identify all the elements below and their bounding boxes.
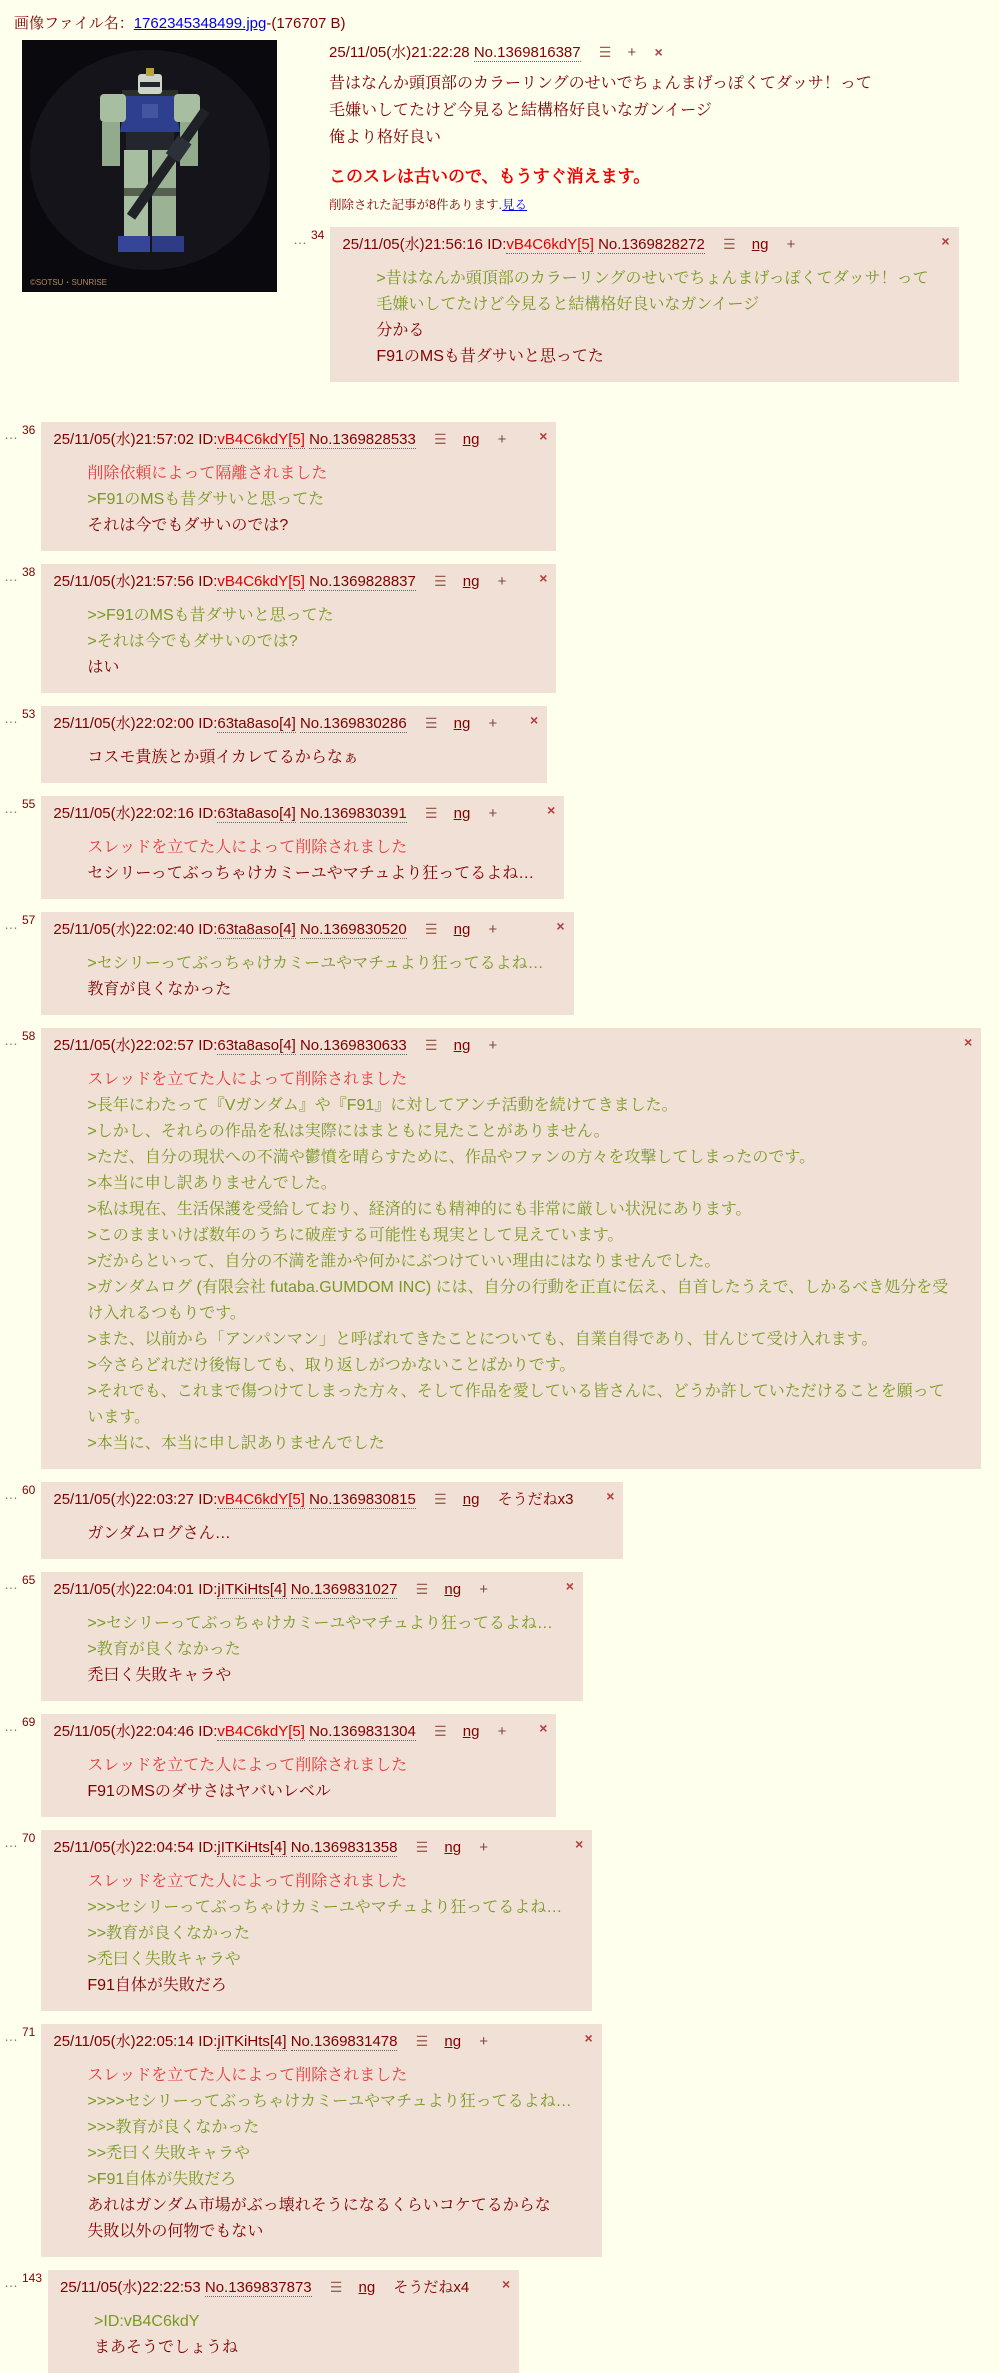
quote-line: >ID:vB4C6kdY xyxy=(94,2313,200,2330)
post-number-link[interactable]: No.1369831358 xyxy=(290,1839,398,1856)
text-line: 分かる xyxy=(376,322,425,339)
close-icon[interactable]: × xyxy=(606,1488,615,1504)
ng-button[interactable]: ng xyxy=(462,1491,480,1508)
reply-date: 25/11/05(水)22:05:14 xyxy=(53,2033,199,2050)
expand-plus-button[interactable]: + xyxy=(488,715,498,732)
reply-counter: 34 xyxy=(311,228,325,242)
text-line: 禿曰く失敗キャラや xyxy=(87,1667,232,1684)
reply-counter: 65 xyxy=(22,1573,36,1587)
ng-button[interactable]: ng xyxy=(444,1839,462,1856)
quote-line: >長年にわたって『Vガンダム』や『F91』に対してアンチ活動を続けてきました。 xyxy=(87,1097,678,1114)
quote-line: >F91のMSも昔ダサいと思ってた xyxy=(87,491,325,508)
ng-button[interactable]: ng xyxy=(453,1037,471,1054)
reply-box xyxy=(41,1572,583,1701)
reply-box xyxy=(330,227,958,382)
reply-body xyxy=(87,951,543,1003)
reply-body xyxy=(376,266,928,370)
reply-box xyxy=(48,2270,519,2373)
reply-post xyxy=(2,706,999,783)
reply-body xyxy=(94,2309,489,2361)
op-text-line: 毛嫌いしてたけど今見ると結構格好良いなガンイージ xyxy=(329,102,712,119)
reply-box xyxy=(41,1028,981,1469)
expand-plus-button[interactable]: + xyxy=(479,2033,489,2050)
reply-header xyxy=(53,2030,593,2051)
reply-box xyxy=(41,706,547,783)
quote-dots-button[interactable]: … xyxy=(4,1834,18,1850)
reply-post xyxy=(2,1028,999,1469)
ng-button[interactable]: ng xyxy=(453,805,471,822)
quote-line: >>教育が良くなかった xyxy=(87,1925,251,1942)
original-post xyxy=(0,37,999,382)
post-number-link[interactable]: No.1369830520 xyxy=(299,921,407,938)
ng-button[interactable]: ng xyxy=(462,573,480,590)
file-info-bar xyxy=(0,0,999,37)
menu-icon[interactable]: ☰ xyxy=(415,2033,429,2049)
op-text-line: 俺より格好良い xyxy=(329,129,442,146)
reply-post xyxy=(2,1572,999,1701)
reply-counter: 36 xyxy=(22,423,36,437)
reply-box xyxy=(41,796,564,899)
deleted-notice: スレッドを立てた人によって削除されました xyxy=(87,1873,408,1890)
close-icon[interactable]: × xyxy=(654,44,663,60)
ng-button[interactable]: ng xyxy=(444,1581,462,1598)
reply-counter: 53 xyxy=(22,707,36,721)
reply-post xyxy=(2,2270,999,2373)
ng-button[interactable]: ng xyxy=(444,2033,462,2050)
reply-box xyxy=(41,2024,601,2257)
close-icon[interactable]: × xyxy=(539,1720,548,1736)
close-icon[interactable]: × xyxy=(547,802,556,818)
reply-header xyxy=(53,802,556,823)
reply-post xyxy=(291,227,999,382)
text-line: ガンダムログさん… xyxy=(87,1525,231,1542)
menu-icon[interactable]: ☰ xyxy=(434,1723,447,1739)
reply-post xyxy=(2,1830,999,2011)
quote-line: >本当に申し訳ありませんでした。 xyxy=(87,1175,337,1192)
post-number-link[interactable]: No.1369828533 xyxy=(309,431,416,448)
quote-line: >>禿曰く失敗キャラや xyxy=(87,2145,251,2162)
quote-dots-button[interactable]: … xyxy=(4,1718,18,1734)
deleted-notice: スレッドを立てた人によって削除されました xyxy=(87,2067,408,2084)
quote-line: >本当に、本当に申し訳ありませんでした xyxy=(87,1435,385,1452)
text-line: コスモ貴族とか頭イカレてるからなぁ xyxy=(87,749,359,766)
image-copyright: ©SOTSU・SUNRISE xyxy=(30,278,108,287)
quote-line: >ただ、自分の現状への不満や鬱憤を晴らすために、作品やファンの方々を攻撃してしまったのです。 xyxy=(87,1149,816,1166)
close-icon[interactable]: × xyxy=(584,2030,593,2046)
file-label: 画像ファイル名： xyxy=(14,15,134,32)
reply-id: ID:63ta8aso[4] xyxy=(198,805,296,822)
op-post-number[interactable]: No.1369816387 xyxy=(473,44,581,61)
text-line: 失敗以外の何物でもない xyxy=(87,2223,264,2240)
reply-id: ID:vB4C6kdY[5] xyxy=(198,1723,305,1740)
expand-plus-button[interactable]: + xyxy=(488,921,498,938)
reply-post xyxy=(2,422,999,551)
text-line: F91自体が失敗だろ xyxy=(87,1977,227,1994)
reply-id: ID:jITKiHts[4] xyxy=(198,1839,287,1856)
post-number-link[interactable]: No.1369831478 xyxy=(290,2033,398,2050)
close-icon[interactable]: × xyxy=(565,1578,574,1594)
deleted-notice: スレッドを立てた人によって削除されました xyxy=(87,1071,408,1088)
reply-counter: 55 xyxy=(22,797,36,811)
reply-date: 25/11/05(水)22:02:57 xyxy=(53,1037,199,1054)
quote-dots-button[interactable]: … xyxy=(4,1576,18,1592)
op-date: 25/11/05(水)21:22:28 xyxy=(329,44,470,61)
post-number-link[interactable]: No.1369830286 xyxy=(299,715,407,732)
reply-date: 25/11/05(水)22:04:01 xyxy=(53,1581,199,1598)
reply-counter: 70 xyxy=(22,1831,36,1845)
thread-image-thumbnail[interactable] xyxy=(22,40,277,292)
reply-header xyxy=(60,2276,511,2297)
menu-icon[interactable]: ☰ xyxy=(424,715,438,731)
image-file-link[interactable]: 1762345348499.jpg xyxy=(133,15,267,32)
reply-body xyxy=(87,1611,553,1689)
reply-id: ID:vB4C6kdY[5] xyxy=(198,1491,305,1508)
reply-box xyxy=(41,1830,592,2011)
text-line: はい xyxy=(87,659,120,676)
post-number-link[interactable]: No.1369828272 xyxy=(598,236,705,253)
quote-line: >それは今でもダサいのでは? xyxy=(87,633,298,650)
quote-dots-button[interactable]: … xyxy=(293,231,307,247)
reply-header xyxy=(53,918,565,939)
reply-date: 25/11/05(水)22:04:54 xyxy=(53,1839,199,1856)
reply-box xyxy=(41,1714,556,1817)
reply-body xyxy=(87,835,534,887)
close-icon[interactable]: × xyxy=(539,570,548,586)
reply-counter: 57 xyxy=(22,913,36,927)
op-text xyxy=(329,70,999,151)
reply-header xyxy=(53,1578,574,1599)
deleted-posts-text: 削除された記事が8件あります. xyxy=(329,198,502,212)
reply-body xyxy=(87,461,526,539)
reply-counter: 60 xyxy=(22,1483,36,1497)
op-inline-replies xyxy=(291,227,999,382)
quote-line: >>>教育が良くなかった xyxy=(87,2119,260,2136)
close-icon[interactable]: × xyxy=(539,428,548,444)
reply-box xyxy=(41,422,556,551)
reply-body xyxy=(87,1753,526,1805)
post-number-link[interactable]: No.1369830815 xyxy=(309,1491,416,1508)
post-number-link[interactable]: No.1369828837 xyxy=(309,573,416,590)
menu-icon[interactable]: ☰ xyxy=(723,236,736,252)
quote-line: >しかし、それらの作品を私は実際にはまともに見たことがありません。 xyxy=(87,1123,610,1140)
quote-line: >ガンダムログ (有限会社 futaba.GUMDOM INC) には、自分の行動を正直に伝え、自首したうえで、しかるべき処分を受け入れるつもりです。 xyxy=(87,1279,949,1322)
reply-date: 25/11/05(水)22:02:00 xyxy=(53,715,199,732)
text-line: それは今でもダサいのでは? xyxy=(87,517,289,534)
reply-counter: 58 xyxy=(22,1029,36,1043)
reply-body xyxy=(87,745,517,771)
expand-plus-button[interactable]: + xyxy=(497,431,507,448)
reply-box xyxy=(41,1482,623,1559)
quote-dots-button[interactable]: … xyxy=(4,710,18,726)
reply-post xyxy=(2,912,999,1015)
reply-date: 25/11/05(水)22:02:40 xyxy=(53,921,199,938)
quote-line: >私は現在、生活保護を受給しており、経済的にも精神的にも非常に厳しい状況にあります。 xyxy=(87,1201,752,1218)
quote-line: >>>セシリーってぶっちゃけカミーユやマチュより狂ってるよね… xyxy=(87,1899,563,1916)
quote-line: >それでも、これまで傷つけてしまった方々、そして作品を愛している皆さんに、どうか許していただけることを願っています。 xyxy=(87,1383,945,1426)
reply-body xyxy=(87,2063,571,2245)
post-number-link[interactable]: No.1369831304 xyxy=(309,1723,416,1740)
text-line: F91のMSのダサさはヤバいレベル xyxy=(87,1783,331,1800)
reply-header xyxy=(53,1034,973,1055)
reply-header xyxy=(53,712,539,733)
quote-line: >>F91のMSも昔ダサいと思ってた xyxy=(87,607,334,624)
menu-icon[interactable]: ☰ xyxy=(415,1581,429,1597)
reply-post xyxy=(2,796,999,899)
menu-icon[interactable]: ☰ xyxy=(434,431,447,447)
reply-counter: 69 xyxy=(22,1715,36,1729)
reply-id: ID:vB4C6kdY[5] xyxy=(198,431,305,448)
quote-dots-button[interactable]: … xyxy=(4,426,18,442)
show-deleted-link[interactable]: 見る xyxy=(501,198,527,212)
ng-button[interactable]: ng xyxy=(462,1723,480,1740)
reply-post xyxy=(2,1482,999,1559)
reply-id: ID:vB4C6kdY[5] xyxy=(487,236,594,253)
menu-icon[interactable]: ☰ xyxy=(598,44,612,60)
reply-box xyxy=(41,912,573,1015)
ng-button[interactable]: ng xyxy=(358,2279,376,2296)
text-line: セシリーってぶっちゃけカミーユやマチュより狂ってるよね… xyxy=(87,865,535,882)
expand-plus-button[interactable]: + xyxy=(488,805,498,822)
quote-line: >今さらどれだけ後悔しても、取り返しがつかないことばかりです。 xyxy=(87,1357,576,1374)
reply-date: 25/11/05(水)21:57:02 xyxy=(53,431,199,448)
expand-plus-button[interactable]: + xyxy=(479,1839,489,1856)
reply-date: 25/11/05(水)22:02:16 xyxy=(53,805,199,822)
menu-icon[interactable]: ☰ xyxy=(415,1839,429,1855)
ng-button[interactable]: ng xyxy=(751,236,769,253)
reply-header xyxy=(342,233,950,254)
quote-line: >このままいけば数年のうちに破産する可能性も現実として見えています。 xyxy=(87,1227,624,1244)
close-icon[interactable]: × xyxy=(964,1034,973,1050)
soudane-count[interactable]: そうだねx3 xyxy=(497,1491,574,1508)
reply-body xyxy=(87,1067,951,1457)
file-size: -(176707 B) xyxy=(266,15,346,32)
menu-icon[interactable]: ☰ xyxy=(434,573,447,589)
quote-dots-button[interactable]: … xyxy=(4,1486,18,1502)
text-line: F91のMSも昔ダサいと思ってた xyxy=(376,348,604,365)
menu-icon[interactable]: ☰ xyxy=(424,1037,438,1053)
reply-header xyxy=(53,1720,548,1741)
reply-date: 25/11/05(水)21:57:56 xyxy=(53,573,199,590)
reply-header xyxy=(53,1836,584,1857)
expand-plus-button[interactable]: + xyxy=(488,1037,498,1054)
text-line: あれはガンダム市場がぶっ壊れそうになるくらいコケてるからな xyxy=(87,2197,551,2214)
quote-dots-button[interactable]: … xyxy=(4,916,18,932)
deleted-posts-note xyxy=(329,195,999,213)
expand-plus-button[interactable]: + xyxy=(479,1581,489,1598)
reply-id: ID:vB4C6kdY[5] xyxy=(198,573,305,590)
reply-counter: 38 xyxy=(22,565,36,579)
reply-id: ID:63ta8aso[4] xyxy=(198,715,296,732)
deleted-notice: スレッドを立てた人によって削除されました xyxy=(87,1757,408,1774)
reply-id: ID:63ta8aso[4] xyxy=(198,1037,296,1054)
reply-header xyxy=(53,428,548,449)
post-number-link[interactable]: No.1369830633 xyxy=(299,1037,407,1054)
menu-icon[interactable]: ☰ xyxy=(329,2279,343,2295)
quote-line: >昔はなんか頭頂部のカラーリングのせいでちょんまげっぽくてダッサ！って xyxy=(376,270,929,287)
quote-line: 毛嫌いしてたけど今見ると結構格好良いなガンイージ xyxy=(376,296,760,313)
reply-id: ID:63ta8aso[4] xyxy=(198,921,296,938)
deleted-notice: スレッドを立てた人によって削除されました xyxy=(87,839,408,856)
reply-id: ID:jITKiHts[4] xyxy=(198,1581,287,1598)
quote-dots-button[interactable]: … xyxy=(4,800,18,816)
close-icon[interactable]: × xyxy=(941,233,950,249)
quote-dots-button[interactable]: … xyxy=(4,2274,18,2290)
deleted-notice: 削除依頼によって隔離されました xyxy=(87,465,328,482)
expand-plus-button[interactable]: + xyxy=(497,1723,507,1740)
reply-post xyxy=(2,564,999,693)
post-number-link[interactable]: No.1369830391 xyxy=(299,805,407,822)
close-icon[interactable]: × xyxy=(556,918,565,934)
reply-date: 25/11/05(水)22:22:53 xyxy=(60,2279,205,2296)
op-header xyxy=(329,41,999,62)
reply-box xyxy=(41,564,556,693)
expand-plus-button[interactable]: + xyxy=(786,236,796,253)
reply-list xyxy=(2,422,999,2373)
post-number-link[interactable]: No.1369837873 xyxy=(204,2279,312,2296)
quote-dots-button[interactable]: … xyxy=(4,568,18,584)
reply-date: 25/11/05(水)21:56:16 xyxy=(342,236,488,253)
quote-line: >セシリーってぶっちゃけカミーユやマチュより狂ってるよね… xyxy=(87,955,544,972)
reply-body xyxy=(87,1869,562,1999)
quote-dots-button[interactable]: … xyxy=(4,2028,18,2044)
quote-line: >禿曰く失敗キャラや xyxy=(87,1951,241,1968)
quote-dots-button[interactable]: … xyxy=(4,1032,18,1048)
text-line: 教育が良くなかった xyxy=(87,981,232,998)
quote-line: >だからといって、自分の不満を誰かや何かにぶつけていい理由にはなりませんでした。 xyxy=(87,1253,721,1270)
reply-counter: 71 xyxy=(22,2025,36,2039)
reply-body xyxy=(87,1521,593,1547)
reply-counter: 143 xyxy=(22,2271,43,2285)
close-icon[interactable]: × xyxy=(502,2276,511,2292)
close-icon[interactable]: × xyxy=(530,712,539,728)
menu-icon[interactable]: ☰ xyxy=(424,921,438,937)
ng-button[interactable]: ng xyxy=(453,921,471,938)
expand-plus-button[interactable]: + xyxy=(627,44,637,61)
menu-icon[interactable]: ☰ xyxy=(424,805,438,821)
menu-icon[interactable]: ☰ xyxy=(434,1491,447,1507)
quote-line: >また、以前から「アンパンマン」と呼ばれてきたことについても、自業自得であり、甘んじて受け入れます。 xyxy=(87,1331,878,1348)
thread-expire-warning: このスレは古いので、もうすぐ消えます。 xyxy=(329,167,651,186)
reply-body xyxy=(87,603,526,681)
soudane-count[interactable]: そうだねx4 xyxy=(393,2279,470,2296)
reply-date: 25/11/05(水)22:03:27 xyxy=(53,1491,199,1508)
ng-button[interactable]: ng xyxy=(462,431,480,448)
quote-line: >F91自体が失敗だろ xyxy=(87,2171,237,2188)
text-line: まあそうでしょうね xyxy=(94,2339,239,2356)
gundam-photo xyxy=(22,40,277,292)
quote-line: >教育が良くなかった xyxy=(87,1641,241,1658)
quote-line: >>>>セシリーってぶっちゃけカミーユやマチュより狂ってるよね… xyxy=(87,2093,572,2110)
ng-button[interactable]: ng xyxy=(453,715,471,732)
reply-header xyxy=(53,570,548,591)
post-number-link[interactable]: No.1369831027 xyxy=(290,1581,398,1598)
quote-line: >>セシリーってぶっちゃけカミーユやマチュより狂ってるよね… xyxy=(87,1615,553,1632)
op-text-line: 昔はなんか頭頂部のカラーリングのせいでちょんまげっぽくてダッサ！って xyxy=(329,75,872,92)
reply-post xyxy=(2,2024,999,2257)
reply-date: 25/11/05(水)22:04:46 xyxy=(53,1723,199,1740)
reply-id: ID:jITKiHts[4] xyxy=(198,2033,287,2050)
reply-header xyxy=(53,1488,615,1509)
reply-post xyxy=(2,1714,999,1817)
close-icon[interactable]: × xyxy=(575,1836,584,1852)
expand-plus-button[interactable]: + xyxy=(497,573,507,590)
